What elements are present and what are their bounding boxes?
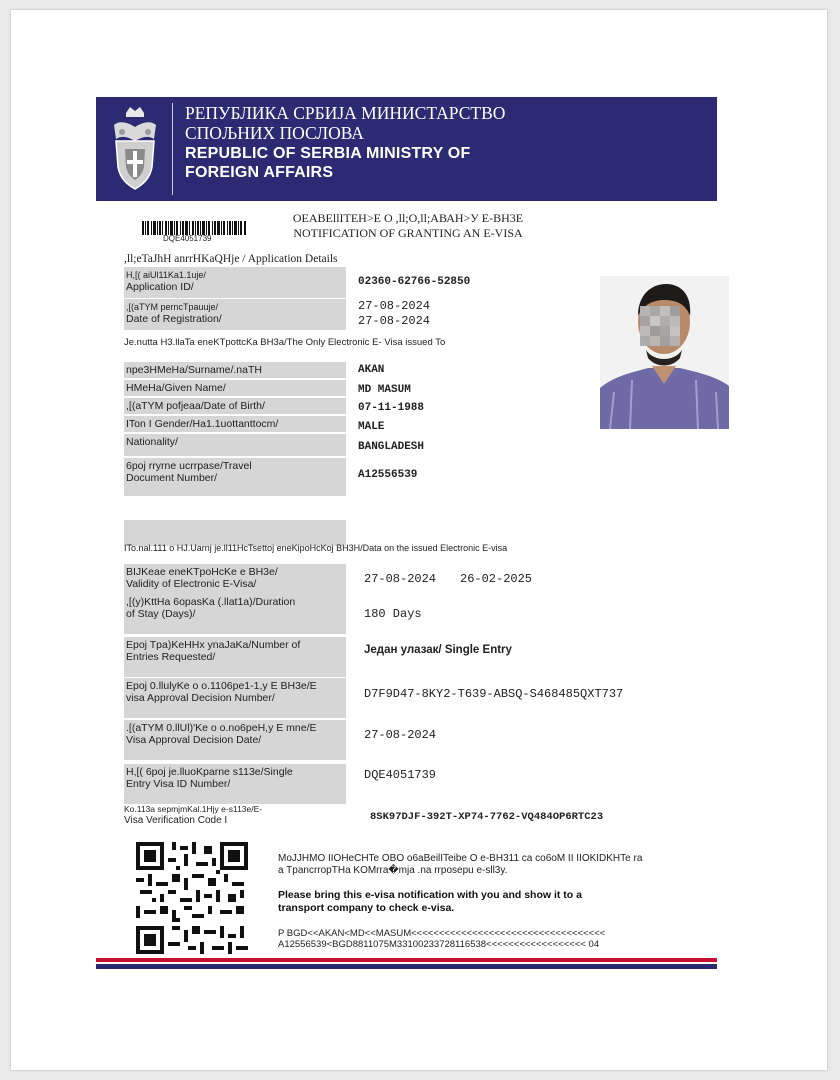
validity-from-value: 27-08-2024 (364, 572, 437, 586)
registration-date-label-eng: Date of Registration/ (126, 313, 222, 325)
approval-number-value: D7F9D47-8KY2-T639-ABSQ-S468485QXT737 (364, 687, 624, 701)
serbian-coat-of-arms-icon (108, 105, 162, 193)
nationality-value: BANGLADESH (358, 441, 425, 453)
nationality-label: Nationality/ (124, 434, 346, 456)
travel-document-label-line-1: 6poj rryrne ucrrpase/Travel (126, 460, 252, 472)
instruction-cyrillic-line-2: a TpancrropTHa KOMrra�mja .na rrposepu e-sll3y. (278, 865, 508, 876)
instruction-english-line-1: Please bring this e-visa notification with you and show it to a (278, 889, 582, 901)
ministry-header (96, 97, 717, 201)
approval-date-label (124, 720, 346, 760)
gender-label: ITon I Gender/Ha1.1uottanttocm/ (124, 416, 346, 432)
given-name-label: HMeHa/Given Name/ (124, 380, 346, 396)
approval-date-label-line-2: Visa Approval Decision Date/ (126, 734, 262, 746)
verification-qr-code (136, 842, 248, 954)
surname-label: npe3HMeHa/Surname/.naTH (124, 362, 346, 378)
instruction-english (278, 889, 678, 915)
verification-code-label-line-2: Visa Verification Code I (124, 815, 228, 826)
single-entry-id-value: DQE4051739 (364, 768, 437, 782)
single-entry-id-label (124, 764, 346, 804)
entries-label-line-2: Entries Requested/ (126, 651, 216, 663)
verification-code-label (124, 803, 262, 827)
registration-date-label-cyr: ,[(aTYM perncTpauuje/ (126, 302, 219, 312)
header-cyrillic-line-1: РЕПУБЛИКА СРБИЈА МИНИСТАРСТВО (185, 103, 506, 123)
duration-label-line-1: ,[(y)KttHa 6opasKa (.llat1a)/Duration (126, 596, 296, 608)
single-entry-id-label-line-1: H,[( 6poj je.lluoKparne s113e/Single (126, 766, 293, 778)
duration-label (124, 594, 346, 634)
validity-label-line-2: Validity of Electronic E-Visa/ (126, 578, 257, 590)
date-of-birth-value: 07-11-1988 (358, 402, 425, 414)
footer-stripe-blue (96, 964, 717, 969)
date-of-birth-label: ,[(aTYM pofjeaa/Date of Birth/ (124, 398, 346, 414)
header-latin-line-2: FOREIGN AFFAIRS (185, 164, 334, 181)
application-id-label-eng: Application ID/ (126, 281, 194, 293)
approval-date-label-line-1: .[(aTYM 0.llUl)'Ke o o.no6peH,y E mne/E (126, 722, 317, 734)
instruction-cyrillic-line-1: MoJJHMO IIOHeCHTe OBO o6aBeilITeibe O e-BH311 ca co6oM II IIOKIDKHTe ra (278, 853, 643, 864)
approval-number-label-line-2: visa Approval Decision Number/ (126, 692, 275, 704)
verification-code-label-line-1: Ko.113a sepmjmKal.1Hjy e-s113e/E- (124, 804, 263, 814)
barcode (142, 221, 246, 235)
approval-number-label-line-1: Epoj 0.llulyKe o o.1106pe1-1,y E BH3e/E (126, 680, 317, 692)
travel-document-label (124, 458, 346, 496)
given-name-value: MD MASUM (358, 384, 411, 396)
travel-document-value: A12556539 (358, 469, 418, 481)
single-entry-id-label-line-2: Entry Visa ID Number/ (126, 778, 231, 790)
duration-value: 180 Days (364, 607, 422, 621)
validity-to-value: 26-02-2025 (460, 572, 533, 586)
notification-title (278, 211, 538, 241)
header-cyrillic-line-2: СПОЉНИХ ПОСЛОВА (185, 123, 364, 143)
holder-photo (600, 276, 729, 429)
application-id-label (124, 267, 346, 298)
entries-value: Један улазак/ Single Entry (364, 644, 512, 656)
mrz-line-2: A12556539<BGD8811075M33100233728116538<<<<<<<<<<<<<<<<<< 04 (278, 939, 600, 950)
entries-label (124, 637, 346, 677)
travel-document-label-line-2: Document Number/ (126, 472, 218, 484)
notification-title-cyrillic: ОЕАВЕllITEH>Е О ,ll;О,ll;АВАН>У Е-ВН3Е (292, 211, 524, 225)
verification-code-value: 8SK97DJF-392T-XP74-7762-VQ484OP6RTC23 (370, 811, 604, 823)
registration-date-value-1: 27-08-2024 (358, 299, 431, 313)
approval-date-value: 27-08-2024 (364, 728, 437, 742)
duration-label-line-2: of Stay (Days)/ (126, 608, 196, 620)
header-latin-line-1: REPUBLIC OF SERBIA MINISTRY OF (185, 145, 471, 162)
header-divider (172, 103, 173, 195)
registration-date-label (124, 299, 346, 330)
approval-number-label (124, 678, 346, 718)
application-id-label-cyr: H,[( aiUl11Ka1.1uje/ (126, 270, 206, 280)
entries-label-line-1: Epoj Tpa)KeHHx ynaJaKa/Number of (126, 639, 301, 651)
barcode-number: DQE4051739 (163, 234, 212, 243)
notification-title-english: NOTIFICATION OF GRANTING AN E-VISA (293, 226, 523, 240)
gender-value: MALE (358, 421, 385, 433)
visa-data-section-title: ITo.nal.111 o HJ.Uarnj je.ll11HcTsettoj eneKipoHcKoj BH3H/Data on the issued Electronic E-visa (124, 543, 508, 553)
application-details-heading: ,ll;eTaJhH anrrHKaQHje / Application Details (124, 253, 338, 265)
mrz-line-1: P BGD<<AKAN<MD<<MASUM<<<<<<<<<<<<<<<<<<<<<<<<<<<<<<<<<<< (278, 928, 606, 939)
visa-holder-section-title: Je.nutta H3.llaTa eneKTpottcKa BH3a/The Only Electronic E- Visa issued To (124, 337, 446, 348)
application-id-value: 02360-62766-52850 (358, 276, 471, 288)
registration-date-value-2: 27-08-2024 (358, 314, 431, 328)
validity-label-line-1: BIJKeae eneKTpoHcKe e BH3e/ (126, 566, 278, 578)
instruction-cyrillic (278, 853, 678, 877)
instruction-english-line-2: transport company to check e-visa. (278, 902, 455, 914)
machine-readable-zone (278, 928, 605, 950)
surname-value: AKAN (358, 364, 385, 376)
